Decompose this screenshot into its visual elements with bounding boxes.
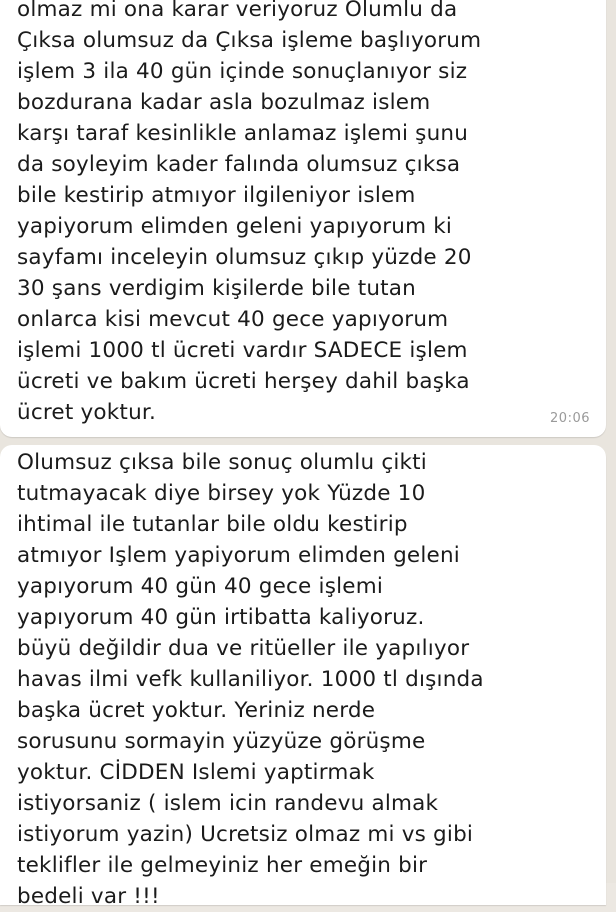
message-line: karşı taraf kesinlikle anlamaz işlemi şunu (17, 121, 469, 146)
message-timestamp: 20:06 (550, 411, 590, 426)
message-line: yapıyorum 40 gün 40 gece işlemi (17, 574, 384, 599)
message-line: yoktur. CİDDEN Islemi yaptirmak (17, 760, 375, 785)
message-line: yapiyorum elimden geleni yapıyorum ki (17, 214, 453, 239)
message-text (17, 445, 606, 912)
message-line: 30 şans verdigim kişilerde bile tutan (17, 276, 416, 301)
message-line: bile kestirip atmıyor ilgileniyor islem (17, 183, 416, 208)
message-line: tutmayacak diye birsey yok Yüzde 10 (17, 481, 426, 506)
message-line: onlarca kisi mevcut 40 gece yapıyorum (17, 307, 449, 332)
message-line: işlemi 1000 tl ücreti vardır SADECE işlem (17, 338, 468, 363)
message-line: ücret yoktur. (17, 400, 156, 425)
message-line: ihtimal ile tutanlar bile oldu kestirip (17, 512, 408, 537)
message-line: işlem 3 ila 40 gün içinde sonuçlanıyor siz (17, 59, 468, 84)
message-line: teklifler ile gelmeyiniz her emeğin bir (17, 853, 428, 878)
message-line: Olumsuz çıksa bile sonuç olumlu çikti (17, 450, 427, 475)
message-line: havas ilmi vefk kullaniliyor. 1000 tl dışında (17, 667, 484, 692)
message-line: sorusunu sormayin yüzyüze görüşme (17, 729, 426, 754)
message-line: bedeli var !!! (17, 884, 160, 909)
message-bubble[interactable] (0, 445, 606, 909)
message-text (17, 0, 606, 428)
message-line: büyü değildir dua ve ritüeller ile yapılıyor (17, 636, 470, 661)
message-line: istiyorsaniz ( islem icin randevu almak (17, 791, 439, 816)
message-line: ücreti ve bakım ücreti herşey dahil başka (17, 369, 470, 394)
message-line: da soyleyim kader falında olumsuz çıksa (17, 152, 461, 177)
message-line: olmaz mi ona karar veriyoruz Olumlu da (17, 0, 458, 22)
message-line: bozdurana kadar asla bozulmaz islem (17, 90, 431, 115)
message-line: atmıyor Işlem yapiyorum elimden geleni (17, 543, 460, 568)
message-line: yapıyorum 40 gün irtibatta kaliyoruz. (17, 605, 425, 630)
message-line: istiyorum yazin) Ucretsiz olmaz mi vs gibi (17, 822, 474, 847)
message-line: sayfamı inceleyin olumsuz çıkıp yüzde 20 (17, 245, 472, 270)
message-line: Çıksa olumsuz da Çıksa işleme başlıyorum (17, 28, 482, 53)
message-line: başka ücret yoktur. Yeriniz nerde (17, 698, 376, 723)
message-bubble[interactable] (0, 0, 606, 437)
